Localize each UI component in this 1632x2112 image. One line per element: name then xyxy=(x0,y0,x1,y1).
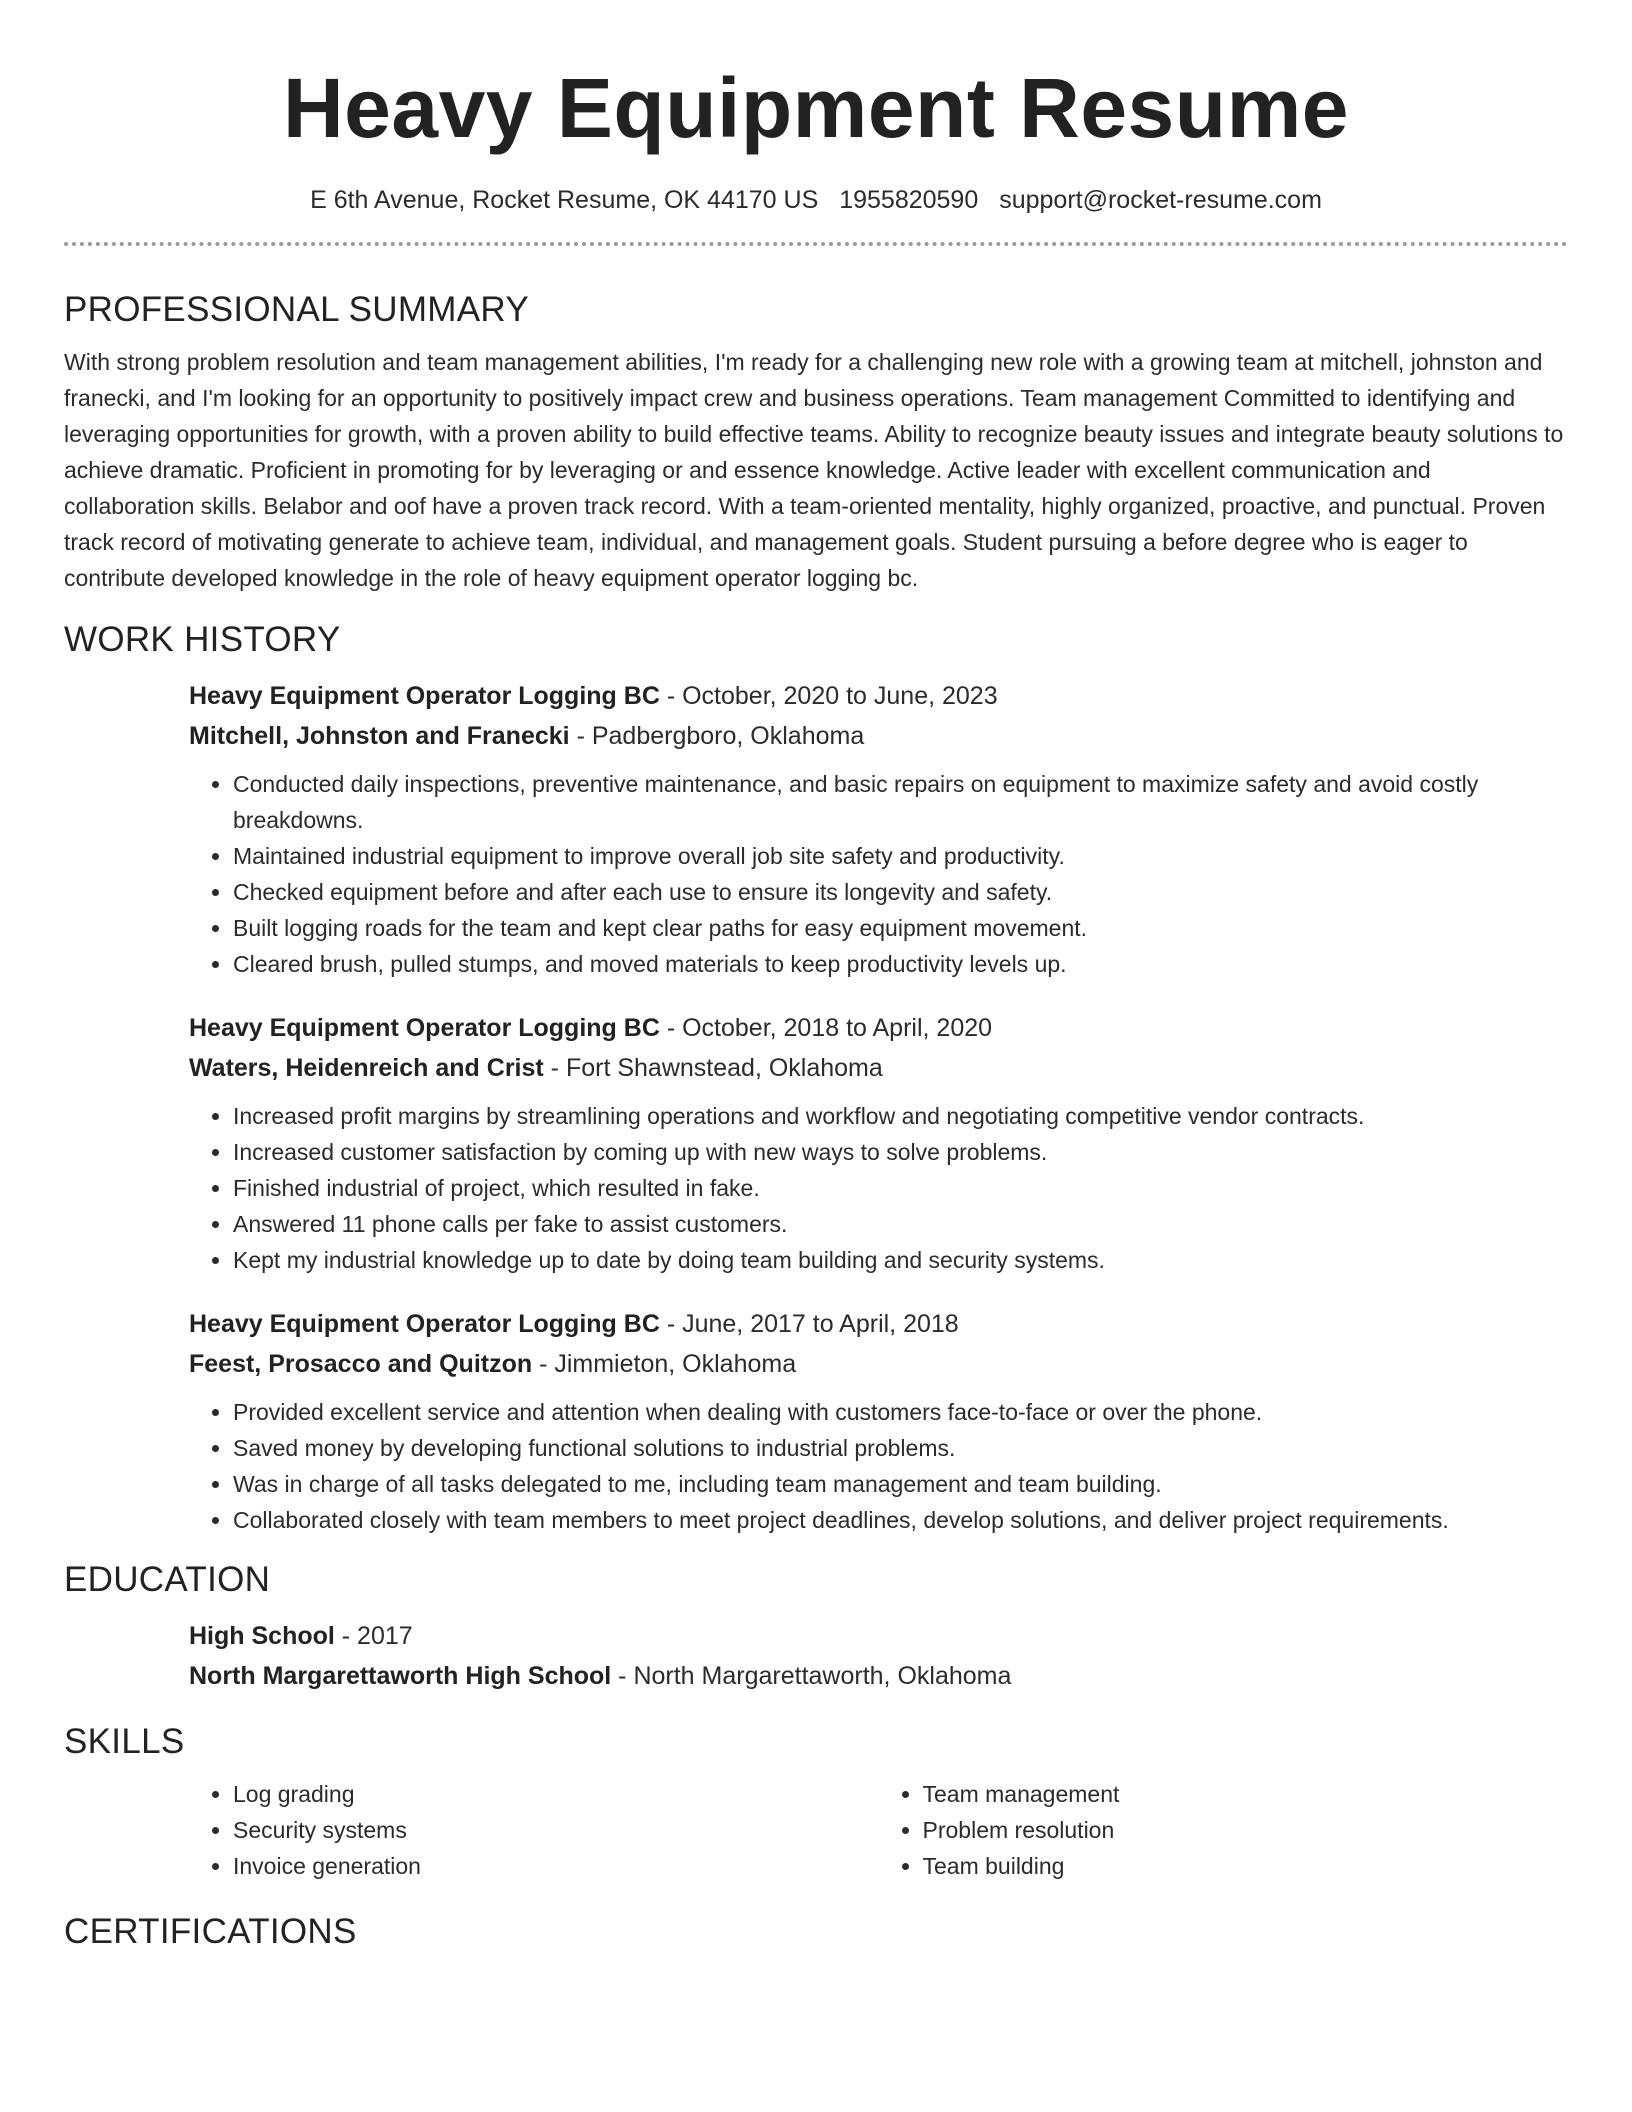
skill-item: • Team building xyxy=(923,1848,1569,1884)
job-title: Heavy Equipment Operator Logging BC xyxy=(189,1310,660,1338)
education-heading: EDUCATION xyxy=(64,1560,271,1599)
job-bullets xyxy=(189,1098,1568,1278)
skill-item: • Invoice generation xyxy=(233,1848,879,1884)
job-dates: - October, 2018 to April, 2020 xyxy=(659,1014,993,1042)
job-title-line xyxy=(189,1008,1568,1048)
job-title: Heavy Equipment Operator Logging BC xyxy=(189,682,660,710)
list-item: • Provided excellent service and attention when dealing with customers face-to-face or over the phone. xyxy=(233,1394,1568,1430)
list-item: • Conducted daily inspections, preventive maintenance, and basic repairs on equipment to maximize safety and avoid costly breakdowns. xyxy=(233,766,1568,838)
job-title-line xyxy=(189,676,1568,716)
list-item: • Was in charge of all tasks delegated to me, including team management and team building. xyxy=(233,1466,1568,1502)
job-location: - Jimmieton, Oklahoma xyxy=(532,1350,797,1378)
list-item: • Finished industrial of project, which resulted in fake. xyxy=(233,1170,1568,1206)
list-item: • Collaborated closely with team members to meet project deadlines, develop solutions, and deliver project requirements. xyxy=(233,1502,1568,1538)
list-item: • Kept my industrial knowledge up to date by doing team building and security systems. xyxy=(233,1242,1568,1278)
education-year: - 2017 xyxy=(334,1622,413,1650)
education-degree: High School xyxy=(189,1622,335,1650)
education-school-line xyxy=(189,1656,1568,1696)
contact-phone: 1955820590 xyxy=(839,186,979,214)
job-dates: - June, 2017 to April, 2018 xyxy=(659,1310,959,1338)
job-location: - Fort Shawnstead, Oklahoma xyxy=(543,1054,883,1082)
job-title: Heavy Equipment Operator Logging BC xyxy=(189,1014,660,1042)
job-location: - Padbergboro, Oklahoma xyxy=(569,722,865,750)
summary-text: With strong problem resolution and team management abilities, I'm ready for a challenging new role with a growing team at mitchell, johnston and franecki, and I'm looking for an opportunity to positively impact crew and business operations. Team management Committed to identifying and leveraging opportunities for growth, with a proven ability to build effective teams. Ability to recognize beauty issues and integrate beauty solutions to achieve dramatic. Proficient in promoting for by leveraging or and essence knowledge. Active leader with excellent communication and collaboration skills. Belabor and oof have a proven track record. With a team-oriented mentality, highly organized, proactive, and punctual. Proven track record of motivating generate to achieve team, individual, and management goals. Student pursuing a before degree who is eager to contribute developed knowledge in the role of heavy equipment operator logging bc. xyxy=(64,349,1564,591)
job-company: Waters, Heidenreich and Crist xyxy=(189,1054,544,1082)
education-location: - North Margarettaworth, Oklahoma xyxy=(611,1662,1012,1690)
education-entry xyxy=(189,1616,1568,1696)
list-item: • Cleared brush, pulled stumps, and moved materials to keep productivity levels up. xyxy=(233,946,1568,982)
job-company-line xyxy=(189,1344,1568,1384)
list-item: • Checked equipment before and after each use to ensure its longevity and safety. xyxy=(233,874,1568,910)
list-item: • Increased customer satisfaction by coming up with new ways to solve problems. xyxy=(233,1134,1568,1170)
list-item: • Built logging roads for the team and kept clear paths for easy equipment movement. xyxy=(233,910,1568,946)
skills-heading: SKILLS xyxy=(64,1722,185,1761)
job-entry xyxy=(189,1304,1568,1538)
job-entry xyxy=(189,676,1568,982)
list-item: • Increased profit margins by streamlining operations and workflow and negotiating competitive vendor contracts. xyxy=(233,1098,1568,1134)
list-item: • Answered 11 phone calls per fake to assist customers. xyxy=(233,1206,1568,1242)
job-company: Mitchell, Johnston and Franecki xyxy=(189,722,570,750)
job-bullets xyxy=(189,766,1568,982)
skills-column-left xyxy=(189,1776,879,1884)
job-company: Feest, Prosacco and Quitzon xyxy=(189,1350,533,1378)
skill-item: • Log grading xyxy=(233,1776,879,1812)
job-bullets xyxy=(189,1394,1568,1538)
skills-list xyxy=(189,1776,1568,1884)
job-company-line xyxy=(189,1048,1568,1088)
skill-item: • Security systems xyxy=(233,1812,879,1848)
work-history-heading: WORK HISTORY xyxy=(64,620,341,659)
skill-item: • Team management xyxy=(923,1776,1569,1812)
certifications-heading: CERTIFICATIONS xyxy=(64,1912,357,1951)
job-title-line xyxy=(189,1304,1568,1344)
job-company-line xyxy=(189,716,1568,756)
skill-item: • Problem resolution xyxy=(923,1812,1569,1848)
list-item: • Maintained industrial equipment to improve overall job site safety and productivity. xyxy=(233,838,1568,874)
resume-title: Heavy Equipment Resume xyxy=(282,61,1349,155)
summary-heading: PROFESSIONAL SUMMARY xyxy=(64,290,529,329)
skills-column-right xyxy=(879,1776,1569,1884)
contact-line xyxy=(64,180,1568,220)
list-item: • Saved money by developing functional solutions to industrial problems. xyxy=(233,1430,1568,1466)
header-divider xyxy=(64,242,1568,246)
education-degree-line xyxy=(189,1616,1568,1656)
job-dates: - October, 2020 to June, 2023 xyxy=(659,682,998,710)
job-entry xyxy=(189,1008,1568,1278)
education-school: North Margarettaworth High School xyxy=(189,1662,612,1690)
contact-email: support@rocket-resume.com xyxy=(999,186,1322,214)
contact-address: E 6th Avenue, Rocket Resume, OK 44170 US xyxy=(310,186,819,214)
